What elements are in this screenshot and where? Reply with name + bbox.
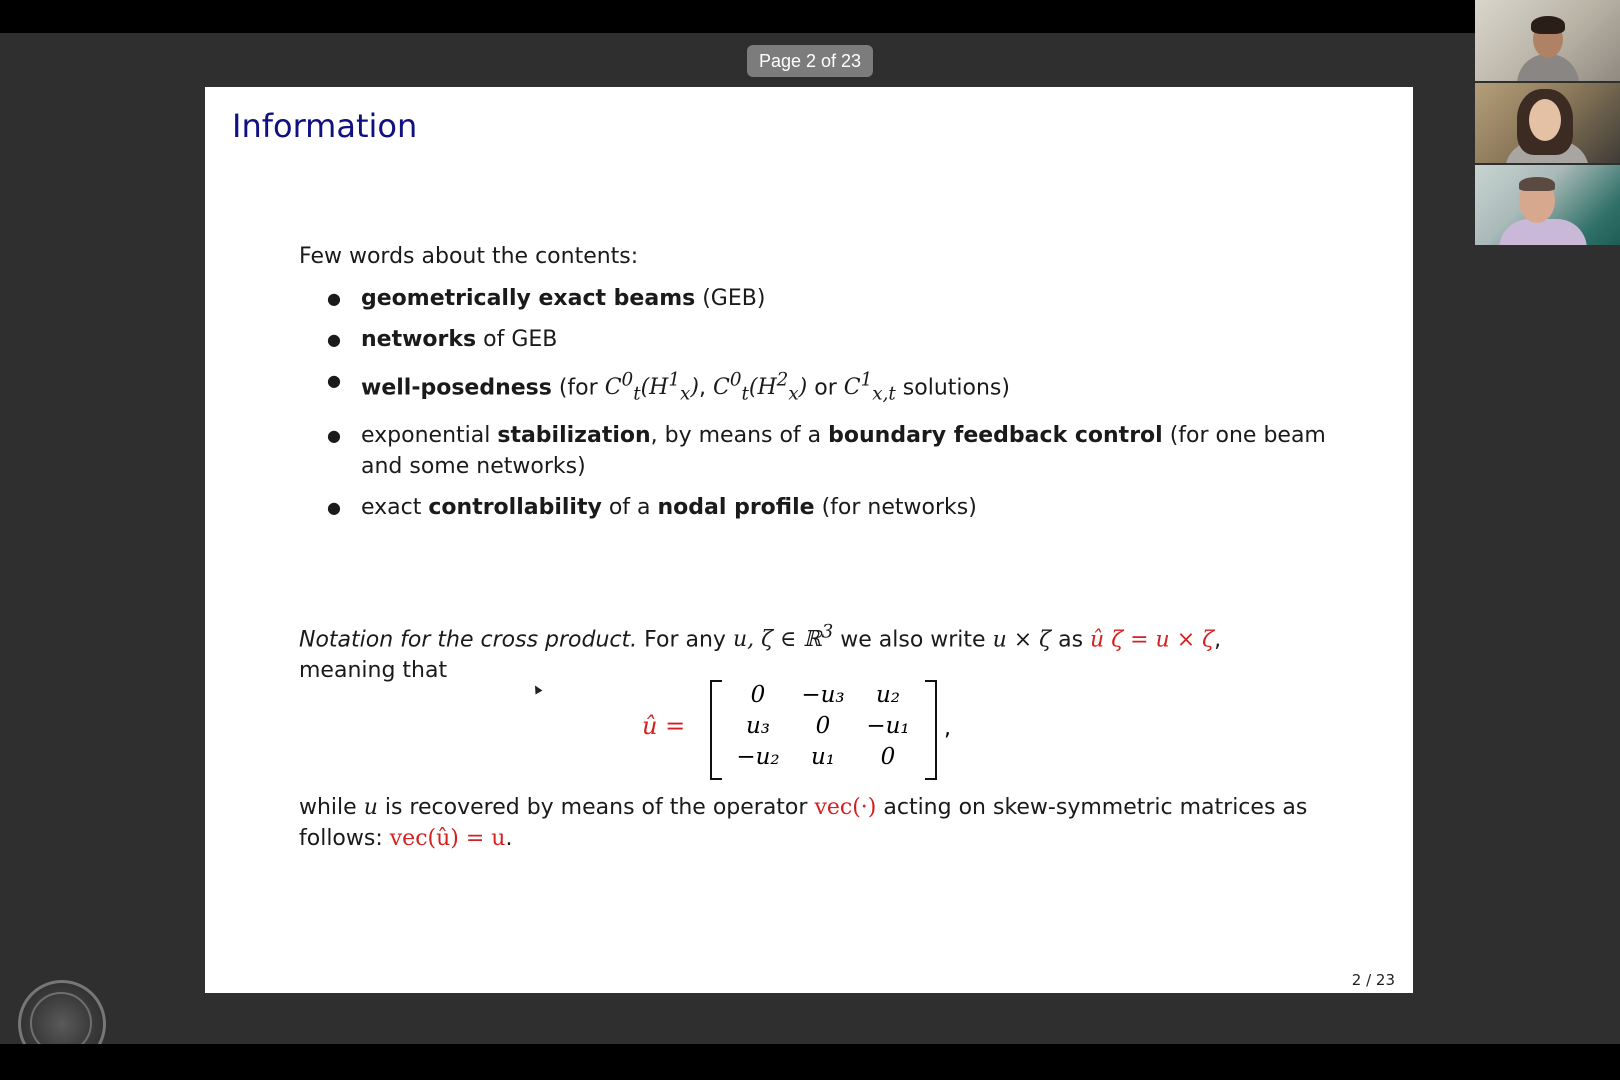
bottom-bar — [0, 1044, 1620, 1080]
math-sup: 3 — [821, 622, 834, 643]
item-text: of GEB — [476, 327, 558, 352]
math-text — [604, 370, 699, 405]
matrix-trailing-comma: , — [944, 716, 951, 741]
math-text — [843, 370, 896, 405]
notation-paragraph — [299, 617, 1319, 686]
math-sub: t — [741, 383, 749, 405]
math-sup: 1 — [668, 370, 681, 391]
math-symbol: (H — [640, 375, 669, 401]
math-text-red: vec(û) = u — [389, 826, 506, 851]
matrix-cell: u₃ — [745, 713, 771, 739]
math-sup: 0 — [621, 370, 634, 391]
math-symbol: C — [843, 375, 861, 401]
math-text-red: vec(·) — [814, 795, 877, 820]
slide-title: Information — [232, 107, 418, 145]
bold-text: boundary feedback control — [828, 422, 1163, 448]
math-text: u — [363, 795, 378, 820]
item-text: , by means of a — [650, 422, 829, 448]
math-sup: 0 — [729, 370, 742, 391]
item-text: (for networks) — [814, 494, 977, 520]
matrix-lhs: û = — [642, 712, 686, 740]
participant-body — [1517, 54, 1579, 81]
matrix-cell: −u₃ — [801, 682, 845, 708]
list-item — [327, 420, 1327, 482]
bold-text: nodal profile — [657, 494, 815, 520]
participant-hair — [1519, 177, 1555, 191]
math-text: u × ζ — [992, 627, 1052, 653]
item-text: (GEB) — [695, 286, 766, 311]
item-text: solutions) — [895, 375, 1010, 401]
bold-text: controllability — [428, 494, 602, 520]
math-symbol: C — [712, 375, 730, 401]
bold-text: networks — [361, 327, 477, 352]
math-symbol: u, ζ ∈ ℝ — [732, 627, 822, 653]
item-text: of a — [601, 494, 658, 520]
item-text: (for — [551, 375, 605, 401]
italic-text: Notation for the cross product. — [299, 627, 638, 653]
participant-video-1[interactable] — [1475, 0, 1620, 81]
matrix-cell: −u₁ — [866, 713, 910, 739]
paragraph-text: . — [505, 826, 513, 851]
matrix-cell: 0 — [815, 713, 831, 739]
bold-text: stabilization — [497, 422, 651, 448]
paragraph-text: acting on skew-symmetric matrices as follows: — [299, 795, 1308, 851]
math-text — [712, 370, 808, 405]
math-sup: 2 — [776, 370, 789, 391]
participant-video-3[interactable] — [1475, 165, 1620, 245]
closing-paragraph — [299, 792, 1319, 854]
paragraph-text: we also write — [833, 627, 993, 653]
paragraph-text: while — [299, 795, 364, 820]
matrix-cell: 0 — [750, 682, 766, 708]
bold-text: geometrically exact beams — [361, 286, 696, 311]
math-text — [732, 622, 834, 653]
math-text-red: û ζ = u × ζ — [1090, 627, 1215, 653]
participant-body — [1499, 219, 1587, 245]
bold-text: well-posedness — [361, 375, 552, 401]
participant-video-2[interactable] — [1475, 83, 1620, 163]
math-sub: x,t — [872, 383, 896, 405]
item-text: exact — [361, 494, 429, 520]
participant-face — [1529, 99, 1561, 141]
item-text: exponential — [361, 422, 498, 448]
slide — [205, 87, 1413, 993]
paragraph-text: as — [1051, 627, 1091, 653]
matrix-cell: u₂ — [875, 682, 901, 708]
math-symbol: ) — [690, 375, 699, 401]
list-item — [327, 365, 1327, 410]
matrix-cell: −u₂ — [736, 744, 780, 770]
paragraph-text: , — [1214, 627, 1222, 653]
list-item — [327, 283, 1327, 314]
intro-text: Few words about the contents: — [299, 244, 639, 269]
math-symbol: C — [604, 375, 622, 401]
math-sup: 1 — [860, 370, 873, 391]
item-text: , — [698, 375, 713, 401]
content-list — [327, 283, 1327, 533]
math-sub: t — [633, 383, 641, 405]
math-symbol: (H — [748, 375, 777, 401]
math-symbol: ) — [798, 375, 808, 401]
matrix-cell: 0 — [880, 744, 896, 770]
math-sub: x — [788, 383, 799, 405]
paragraph-text: For any — [637, 627, 733, 653]
item-text: or — [807, 375, 844, 401]
list-item — [327, 324, 1327, 355]
item-text: (for one beam and some networks) — [361, 422, 1326, 479]
paragraph-text: is recovered by means of the operator — [377, 795, 815, 820]
slide-page-number: 2 / 23 — [1351, 971, 1395, 989]
top-bar — [0, 0, 1620, 33]
participant-hair — [1531, 16, 1565, 34]
list-item — [327, 492, 1327, 523]
matrix-equation — [642, 680, 982, 780]
matrix-cell: u₁ — [810, 744, 836, 770]
page-indicator: Page 2 of 23 — [747, 45, 873, 77]
paragraph-text: meaning that — [299, 658, 448, 684]
math-sub: x — [680, 383, 691, 405]
